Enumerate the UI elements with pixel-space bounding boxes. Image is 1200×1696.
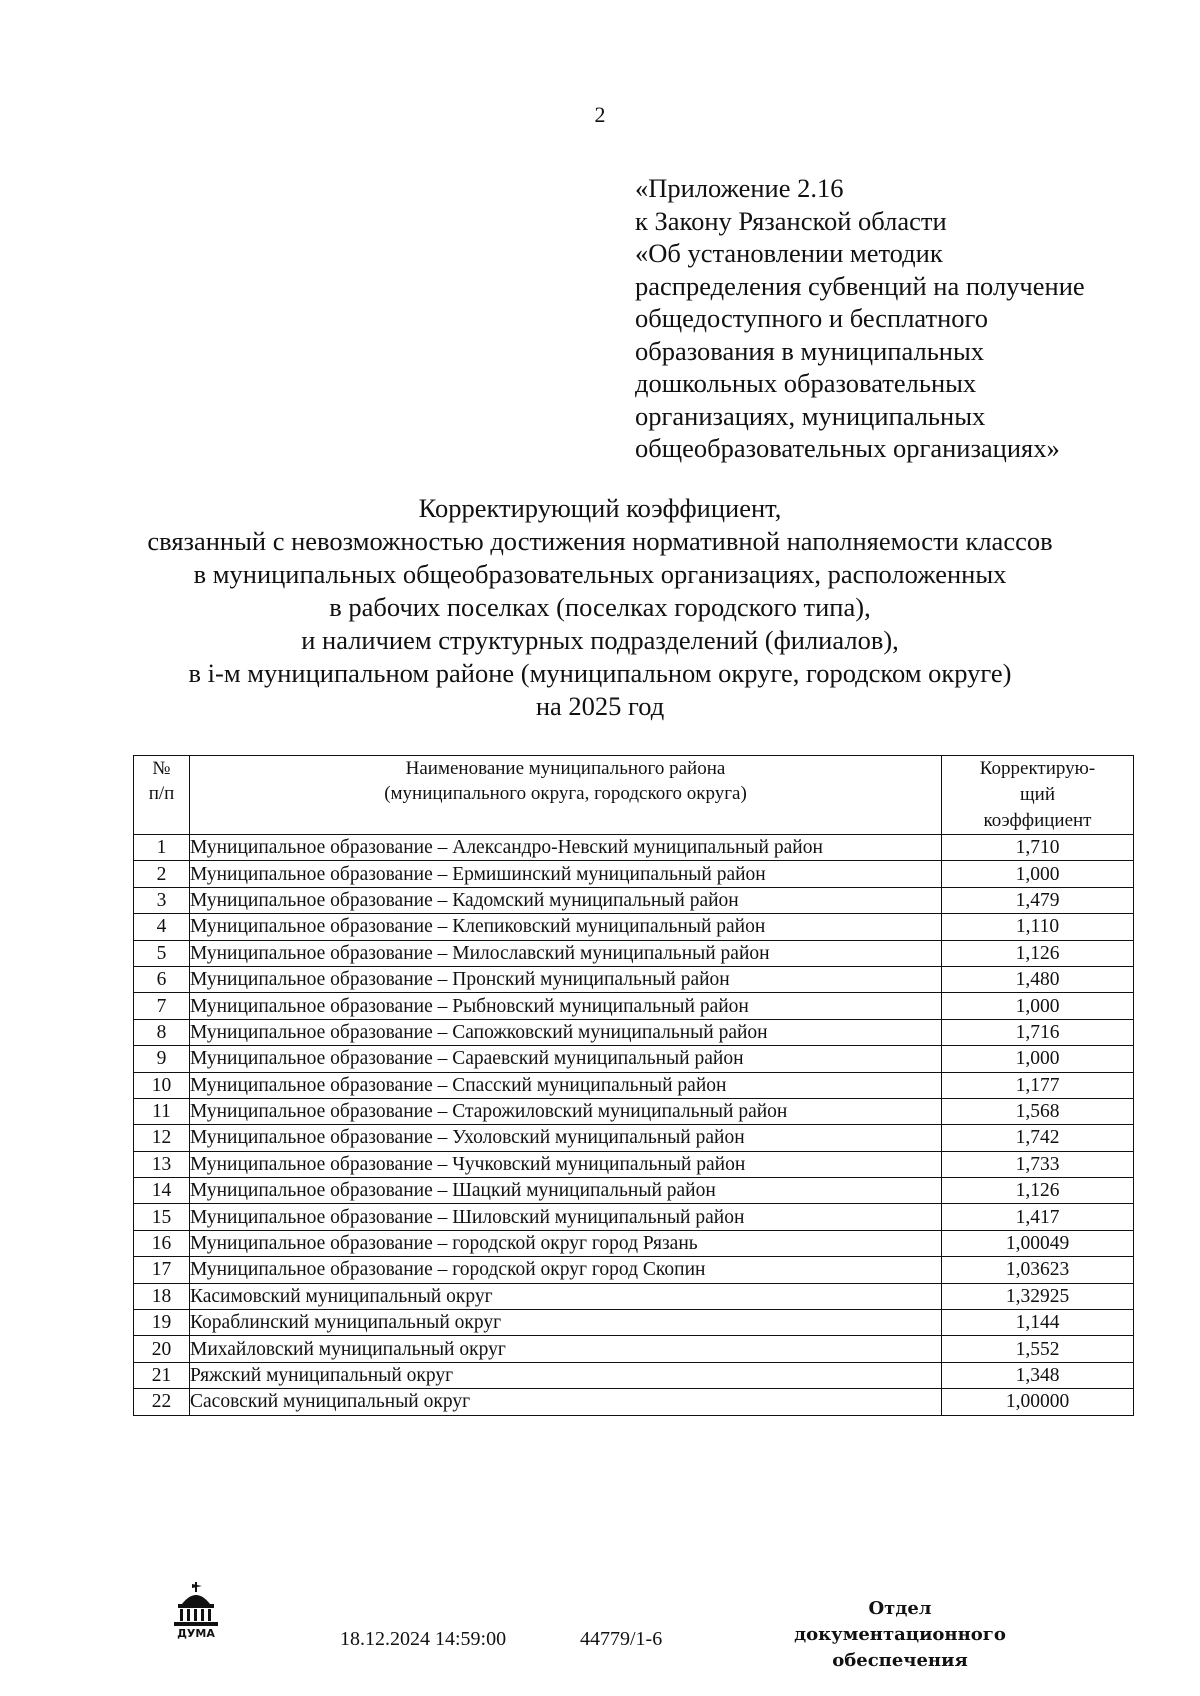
row-coefficient: 1,479 — [942, 887, 1134, 913]
table-row — [134, 1257, 1134, 1283]
table-row — [134, 940, 1134, 966]
table-row — [134, 1178, 1134, 1204]
logo-text: ДУМА — [177, 1627, 215, 1640]
appendix-line: общедоступного и бесплатного — [635, 303, 988, 333]
row-number: 7 — [134, 993, 190, 1019]
row-coefficient: 1,710 — [942, 835, 1134, 861]
title-line: на 2025 год — [535, 691, 665, 721]
duma-logo-icon — [168, 1580, 224, 1640]
row-name: Муниципальное образование – Шиловский муниципальный район — [190, 1204, 942, 1230]
row-coefficient: 1,00049 — [942, 1230, 1134, 1256]
row-number: 15 — [134, 1204, 190, 1230]
row-name: Кораблинский муниципальный округ — [190, 1310, 942, 1336]
row-coefficient: 1,568 — [942, 1098, 1134, 1124]
table-row — [134, 1046, 1134, 1072]
row-name: Муниципальное образование – Старожиловский муниципальный район — [190, 1098, 942, 1124]
row-coefficient: 1,144 — [942, 1310, 1134, 1336]
table-row — [134, 914, 1134, 940]
table-row — [134, 1362, 1134, 1388]
appendix-line: общеобразовательных организациях» — [635, 433, 1060, 463]
row-coefficient: 1,177 — [942, 1072, 1134, 1098]
row-name: Муниципальное образование – Спасский муниципальный район — [190, 1072, 942, 1098]
row-coefficient: 1,000 — [942, 1046, 1134, 1072]
table-row — [134, 1204, 1134, 1230]
row-coefficient: 1,716 — [942, 1019, 1134, 1045]
header-num — [134, 756, 190, 835]
row-number: 16 — [134, 1230, 190, 1256]
table-row — [134, 1336, 1134, 1362]
row-name: Муниципальное образование – городской округ город Рязань — [190, 1230, 942, 1256]
row-number: 4 — [134, 914, 190, 940]
row-coefficient: 1,480 — [942, 966, 1134, 992]
header-coef-line: Корректирую- — [979, 758, 1096, 779]
header-coef-line: щий — [1020, 784, 1055, 805]
appendix-reference — [635, 172, 1155, 465]
header-name — [190, 756, 942, 835]
row-number: 10 — [134, 1072, 190, 1098]
row-coefficient: 1,733 — [942, 1151, 1134, 1177]
table-row — [134, 1098, 1134, 1124]
row-name: Муниципальное образование – Александро-Невский муниципальный район — [190, 835, 942, 861]
row-name: Муниципальное образование – Кадомский муниципальный район — [190, 887, 942, 913]
row-number: 1 — [134, 835, 190, 861]
row-coefficient: 1,32925 — [942, 1283, 1134, 1309]
title-line: связанный с невозможностью достижения нормативной наполняемости классов — [147, 526, 1053, 556]
row-coefficient: 1,552 — [942, 1336, 1134, 1362]
row-name: Михайловский муниципальный округ — [190, 1336, 942, 1362]
appendix-line: образования в муниципальных — [635, 335, 985, 366]
row-number: 13 — [134, 1151, 190, 1177]
table-row — [134, 835, 1134, 861]
registration-datetime: 18.12.2024 14:59:00 — [340, 1628, 507, 1650]
row-name: Муниципальное образование – Шацкий муниципальный район — [190, 1178, 942, 1204]
table-row — [134, 966, 1134, 992]
row-coefficient: 1,110 — [942, 914, 1134, 940]
table-row — [134, 887, 1134, 913]
appendix-line: дошкольных образовательных — [635, 368, 977, 398]
row-name: Касимовский муниципальный округ — [190, 1283, 942, 1309]
table-row — [134, 1151, 1134, 1177]
row-coefficient: 1,348 — [942, 1362, 1134, 1388]
table-row — [134, 1125, 1134, 1151]
table-row — [134, 1389, 1134, 1415]
row-number: 8 — [134, 1019, 190, 1045]
row-name: Муниципальное образование – Чучковский муниципальный район — [190, 1151, 942, 1177]
appendix-line: к Закону Рязанской области — [635, 205, 947, 236]
appendix-line: распределения субвенций на получение — [635, 270, 1085, 301]
appendix-line: организациях, муниципальных — [635, 400, 986, 431]
row-name: Муниципальное образование – Милославский муниципальный район — [190, 940, 942, 966]
row-number: 5 — [134, 940, 190, 966]
title-line: в муниципальных общеобразовательных организациях, расположенных — [193, 559, 1007, 589]
appendix-line: «Об установлении методик — [635, 238, 943, 268]
row-number: 6 — [134, 966, 190, 992]
header-name-line: (муниципального округа, городского округа) — [384, 783, 747, 804]
row-number: 22 — [134, 1389, 190, 1415]
title-line: Корректирующий коэффициент, — [418, 493, 782, 523]
title-line: и наличием структурных подразделений (филиалов), — [301, 625, 899, 655]
table-row — [134, 1310, 1134, 1336]
row-number: 18 — [134, 1283, 190, 1309]
row-name: Муниципальное образование – городской округ город Скопин — [190, 1257, 942, 1283]
row-number: 17 — [134, 1257, 190, 1283]
row-name: Муниципальное образование – Клепиковский муниципальный район — [190, 914, 942, 940]
registration-number: 44779/1-6 — [580, 1628, 663, 1650]
appendix-line: «Приложение 2.16 — [635, 173, 844, 203]
department-line: обеспечения — [832, 1650, 968, 1671]
row-number: 2 — [134, 861, 190, 887]
header-coefficient — [942, 756, 1134, 835]
row-name: Муниципальное образование – Сапожковский муниципальный район — [190, 1019, 942, 1045]
table-row — [134, 1230, 1134, 1256]
table-row — [134, 993, 1134, 1019]
department-stamp — [760, 1596, 1040, 1674]
table-row — [134, 861, 1134, 887]
row-name: Муниципальное образование – Рыбновский муниципальный район — [190, 993, 942, 1019]
row-number: 9 — [134, 1046, 190, 1072]
coefficient-table — [133, 755, 1134, 1416]
row-number: 21 — [134, 1362, 190, 1388]
row-name: Муниципальное образование – Ермишинский муниципальный район — [190, 861, 942, 887]
row-number: 3 — [134, 887, 190, 913]
title-line: в рабочих поселках (поселках городского типа), — [329, 592, 871, 622]
row-name: Муниципальное образование – Сараевский муниципальный район — [190, 1046, 942, 1072]
department-line: Отдел документационного — [794, 1598, 1006, 1645]
table-header-row — [134, 756, 1134, 835]
header-num-line: № — [152, 758, 171, 779]
header-coef-line: коэффициент — [983, 810, 1092, 831]
row-number: 11 — [134, 1098, 190, 1124]
document-title — [60, 492, 1140, 723]
page-number: 2 — [594, 102, 606, 127]
row-coefficient: 1,000 — [942, 993, 1134, 1019]
header-name-line: Наименование муниципального района — [405, 758, 726, 779]
title-line: в i-м муниципальном районе (муниципальном округе, городском округе) — [188, 658, 1012, 688]
row-number: 19 — [134, 1310, 190, 1336]
row-coefficient: 1,00000 — [942, 1389, 1134, 1415]
row-number: 12 — [134, 1125, 190, 1151]
row-name: Сасовский муниципальный округ — [190, 1389, 942, 1415]
row-name: Ряжский муниципальный округ — [190, 1362, 942, 1388]
row-coefficient: 1,126 — [942, 940, 1134, 966]
row-coefficient: 1,126 — [942, 1178, 1134, 1204]
row-coefficient: 1,000 — [942, 861, 1134, 887]
row-number: 20 — [134, 1336, 190, 1362]
table-row — [134, 1072, 1134, 1098]
row-number: 14 — [134, 1178, 190, 1204]
row-coefficient: 1,742 — [942, 1125, 1134, 1151]
row-coefficient: 1,417 — [942, 1204, 1134, 1230]
row-name: Муниципальное образование – Ухоловский муниципальный район — [190, 1125, 942, 1151]
table-row — [134, 1283, 1134, 1309]
header-num-line: п/п — [148, 783, 175, 804]
row-name: Муниципальное образование – Пронский муниципальный район — [190, 966, 942, 992]
row-coefficient: 1,03623 — [942, 1257, 1134, 1283]
table-row — [134, 1019, 1134, 1045]
